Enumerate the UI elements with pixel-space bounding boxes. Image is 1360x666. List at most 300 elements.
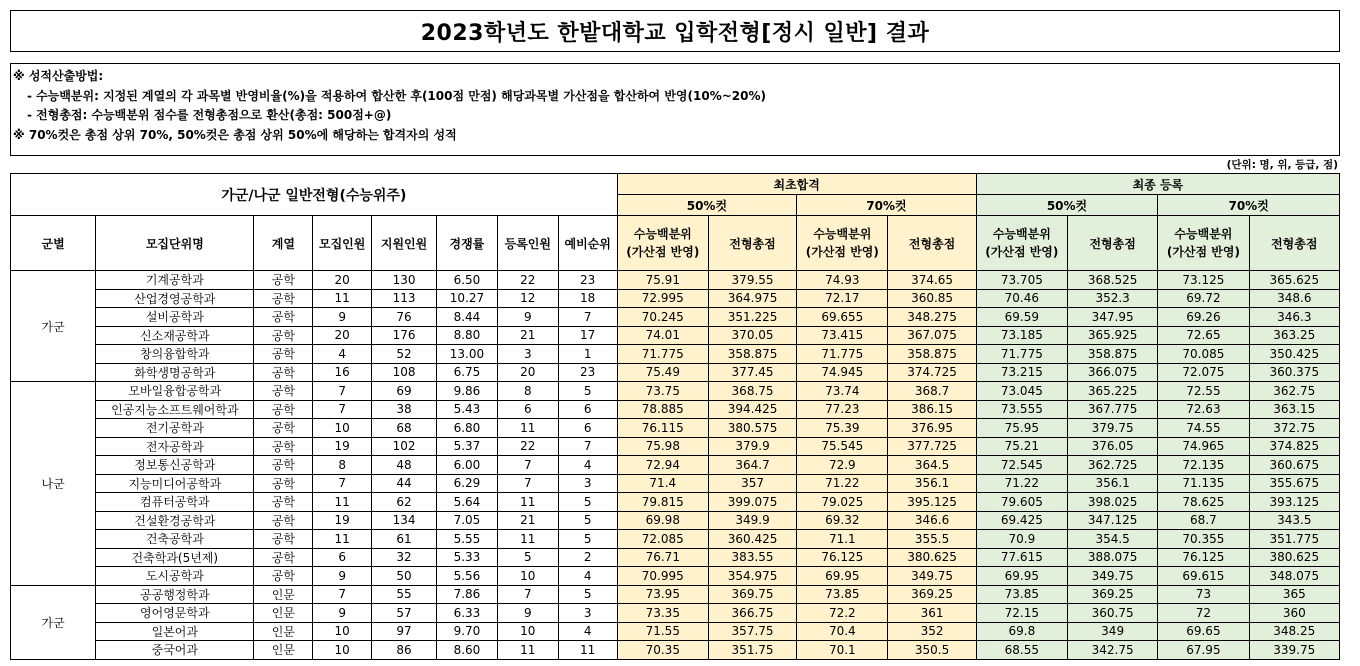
cell-final-cut50-total: 358.875 (1067, 345, 1157, 364)
cell-initial-cut70-score: 71.1 (797, 530, 888, 549)
initial-cut70-header: 70%컷 (797, 195, 977, 216)
cell-initial-cut50-score: 78.885 (617, 400, 708, 419)
table-row (11, 363, 1340, 382)
cell-unit-name: 설비공학과 (96, 308, 254, 327)
cell-final-cut70-score: 67.95 (1158, 641, 1249, 660)
cell-applicants: 176 (372, 326, 437, 345)
table-row (11, 604, 1340, 623)
score-label: 수능백분위 (633, 227, 692, 241)
cell-initial-cut50-total: 354.975 (708, 567, 796, 586)
cell-ratio: 10.27 (437, 289, 498, 308)
cell-initial-cut70-total: 360.85 (888, 289, 976, 308)
cell-final-cut50-total: 347.125 (1067, 511, 1157, 530)
cell-applicants: 32 (372, 548, 437, 567)
cell-final-cut50-total: 368.525 (1067, 271, 1157, 290)
cell-ratio: 6.80 (437, 419, 498, 438)
cell-initial-cut70-score: 69.32 (797, 511, 888, 530)
final-cut70-header: 70%컷 (1158, 195, 1340, 216)
cell-initial-cut50-total: 357 (708, 474, 796, 493)
cell-registered: 7 (497, 474, 558, 493)
score-sub-label: (가산점 반영) (805, 245, 879, 259)
initial-cut50-header: 50%컷 (617, 195, 797, 216)
cell-initial-cut70-total: 369.25 (888, 585, 976, 604)
cell-initial-cut70-score: 76.125 (797, 548, 888, 567)
cell-final-cut50-score: 75.95 (976, 419, 1067, 438)
cell-initial-cut50-score: 73.35 (617, 604, 708, 623)
cell-final-cut70-total: 372.75 (1249, 419, 1339, 438)
cell-unit-name: 전기공학과 (96, 419, 254, 438)
cell-initial-cut50-total: 364.975 (708, 289, 796, 308)
group-label: 가군 (11, 271, 96, 382)
cell-initial-cut50-score: 72.995 (617, 289, 708, 308)
cell-waitlist: 7 (558, 437, 617, 456)
cell-initial-cut70-total: 352 (888, 622, 976, 641)
cell-registered: 5 (497, 548, 558, 567)
cell-quota: 8 (313, 456, 372, 475)
cell-final-cut70-score: 69.26 (1158, 308, 1249, 327)
cell-initial-cut50-score: 73.75 (617, 382, 708, 401)
cell-unit-name: 컴퓨터공학과 (96, 493, 254, 512)
cell-track: 공학 (254, 271, 313, 290)
table-row (11, 474, 1340, 493)
table-body (11, 271, 1340, 660)
cell-initial-cut70-score: 69.655 (797, 308, 888, 327)
cell-unit-name: 모바일융합공학과 (96, 382, 254, 401)
cell-initial-cut70-total: 380.625 (888, 548, 976, 567)
cell-ratio: 5.37 (437, 437, 498, 456)
cell-final-cut50-total: 365.925 (1067, 326, 1157, 345)
cell-unit-name: 도시공학과 (96, 567, 254, 586)
cell-applicants: 48 (372, 456, 437, 475)
table-row (11, 567, 1340, 586)
cell-waitlist: 4 (558, 456, 617, 475)
cell-initial-cut50-total: 383.55 (708, 548, 796, 567)
cell-initial-cut50-score: 72.085 (617, 530, 708, 549)
cell-initial-cut70-total: 374.725 (888, 363, 976, 382)
cell-track: 공학 (254, 345, 313, 364)
cell-final-cut50-score: 69.425 (976, 511, 1067, 530)
group-label: 나군 (11, 382, 96, 586)
cell-registered: 11 (497, 493, 558, 512)
cell-ratio: 7.05 (437, 511, 498, 530)
cell-applicants: 113 (372, 289, 437, 308)
cell-final-cut50-score: 73.555 (976, 400, 1067, 419)
col-header-waitlist: 예비순위 (558, 216, 617, 271)
cell-final-cut50-total: 342.75 (1067, 641, 1157, 660)
cell-final-cut50-total: 376.05 (1067, 437, 1157, 456)
cell-final-cut70-score: 73 (1158, 585, 1249, 604)
cell-initial-cut70-total: 377.725 (888, 437, 976, 456)
cell-unit-name: 화학생명공학과 (96, 363, 254, 382)
cell-final-cut70-total: 380.625 (1249, 548, 1339, 567)
cell-initial-cut70-total: 349.75 (888, 567, 976, 586)
cell-ratio: 8.80 (437, 326, 498, 345)
cell-initial-cut70-score: 71.22 (797, 474, 888, 493)
cell-ratio: 5.64 (437, 493, 498, 512)
cell-initial-cut50-score: 72.94 (617, 456, 708, 475)
cell-applicants: 108 (372, 363, 437, 382)
unit-note: (단위: 명, 위, 등급, 점) (1226, 159, 1338, 171)
cell-unit-name: 건축공학과 (96, 530, 254, 549)
col-header-ratio: 경쟁률 (437, 216, 498, 271)
cell-final-cut70-total: 363.25 (1249, 326, 1339, 345)
final-reg-header: 최종 등록 (976, 174, 1339, 195)
cell-final-cut70-total: 348.075 (1249, 567, 1339, 586)
cell-initial-cut70-score: 74.945 (797, 363, 888, 382)
cell-quota: 10 (313, 622, 372, 641)
cell-initial-cut50-score: 70.35 (617, 641, 708, 660)
cell-applicants: 38 (372, 400, 437, 419)
cell-initial-cut50-total: 399.075 (708, 493, 796, 512)
cell-track: 공학 (254, 437, 313, 456)
table-row (11, 622, 1340, 641)
cell-initial-cut70-score: 72.2 (797, 604, 888, 623)
cell-ratio: 6.29 (437, 474, 498, 493)
col-header-track: 계열 (254, 216, 313, 271)
cell-initial-cut50-score: 70.245 (617, 308, 708, 327)
cell-final-cut70-total: 374.825 (1249, 437, 1339, 456)
cell-waitlist: 5 (558, 511, 617, 530)
cell-quota: 19 (313, 511, 372, 530)
results-table (10, 173, 1340, 660)
score-label: 수능백분위 (1174, 227, 1233, 241)
cell-track: 공학 (254, 474, 313, 493)
cell-initial-cut70-score: 69.95 (797, 567, 888, 586)
cell-track: 공학 (254, 548, 313, 567)
cell-final-cut70-score: 74.55 (1158, 419, 1249, 438)
table-row (11, 326, 1340, 345)
cell-initial-cut70-total: 386.15 (888, 400, 976, 419)
cell-quota: 11 (313, 289, 372, 308)
cell-applicants: 130 (372, 271, 437, 290)
cell-registered: 20 (497, 363, 558, 382)
cell-final-cut70-score: 70.355 (1158, 530, 1249, 549)
cell-applicants: 62 (372, 493, 437, 512)
cell-track: 인문 (254, 604, 313, 623)
cell-waitlist: 23 (558, 271, 617, 290)
cell-final-cut50-score: 70.9 (976, 530, 1067, 549)
col-header-score (976, 216, 1067, 271)
cell-initial-cut70-score: 79.025 (797, 493, 888, 512)
cell-registered: 9 (497, 604, 558, 623)
col-header-total: 전형총점 (708, 216, 796, 271)
cell-final-cut50-total: 352.3 (1067, 289, 1157, 308)
cell-initial-cut50-total: 357.75 (708, 622, 796, 641)
cell-initial-cut50-total: 351.225 (708, 308, 796, 327)
cell-applicants: 102 (372, 437, 437, 456)
cell-initial-cut50-score: 75.98 (617, 437, 708, 456)
table-row (11, 382, 1340, 401)
cell-initial-cut70-score: 73.415 (797, 326, 888, 345)
cell-ratio: 7.86 (437, 585, 498, 604)
cell-initial-cut70-score: 72.17 (797, 289, 888, 308)
cell-final-cut70-total: 363.15 (1249, 400, 1339, 419)
cell-applicants: 55 (372, 585, 437, 604)
cell-track: 공학 (254, 493, 313, 512)
page-title: 2023학년도 한밭대학교 입학전형[정시 일반] 결과 (10, 10, 1340, 52)
cell-waitlist: 5 (558, 382, 617, 401)
cell-final-cut70-total: 365 (1249, 585, 1339, 604)
cell-ratio: 6.33 (437, 604, 498, 623)
cell-initial-cut70-total: 346.6 (888, 511, 976, 530)
cell-initial-cut70-score: 73.85 (797, 585, 888, 604)
cell-registered: 10 (497, 622, 558, 641)
col-header-score (1158, 216, 1249, 271)
cell-registered: 10 (497, 567, 558, 586)
cell-final-cut70-score: 76.125 (1158, 548, 1249, 567)
table-row (11, 437, 1340, 456)
cell-applicants: 44 (372, 474, 437, 493)
score-label: 수능백분위 (813, 227, 872, 241)
cell-initial-cut70-total: 361 (888, 604, 976, 623)
cell-ratio: 8.44 (437, 308, 498, 327)
cell-quota: 10 (313, 641, 372, 660)
cell-initial-cut70-total: 368.7 (888, 382, 976, 401)
notes-box (10, 63, 1340, 156)
cell-final-cut50-score: 79.605 (976, 493, 1067, 512)
cell-unit-name: 영어영문학과 (96, 604, 254, 623)
cell-final-cut70-score: 73.125 (1158, 271, 1249, 290)
cell-waitlist: 18 (558, 289, 617, 308)
cell-waitlist: 5 (558, 530, 617, 549)
cell-final-cut70-total: 360.675 (1249, 456, 1339, 475)
cell-quota: 6 (313, 548, 372, 567)
cell-waitlist: 2 (558, 548, 617, 567)
cell-final-cut50-score: 72.545 (976, 456, 1067, 475)
cell-registered: 22 (497, 271, 558, 290)
col-header-total: 전형총점 (1067, 216, 1157, 271)
cell-registered: 21 (497, 326, 558, 345)
cell-track: 공학 (254, 456, 313, 475)
cell-applicants: 97 (372, 622, 437, 641)
score-sub-label: (가산점 반영) (626, 245, 700, 259)
cell-quota: 7 (313, 382, 372, 401)
cell-track: 공학 (254, 567, 313, 586)
cell-track: 공학 (254, 400, 313, 419)
table-row (11, 585, 1340, 604)
score-sub-label: (가산점 반영) (985, 245, 1059, 259)
cell-quota: 11 (313, 493, 372, 512)
cell-initial-cut50-total: 370.05 (708, 326, 796, 345)
cell-quota: 7 (313, 474, 372, 493)
cell-initial-cut70-score: 71.775 (797, 345, 888, 364)
cell-initial-cut70-score: 77.23 (797, 400, 888, 419)
main-header: 가군/나군 일반전형(수능위주) (11, 174, 618, 216)
cell-final-cut50-total: 369.25 (1067, 585, 1157, 604)
cell-final-cut70-score: 72 (1158, 604, 1249, 623)
cell-registered: 11 (497, 641, 558, 660)
table-row (11, 548, 1340, 567)
table-row (11, 400, 1340, 419)
cell-applicants: 68 (372, 419, 437, 438)
table-row (11, 511, 1340, 530)
cell-final-cut50-score: 75.21 (976, 437, 1067, 456)
cell-ratio: 6.50 (437, 271, 498, 290)
cell-waitlist: 4 (558, 567, 617, 586)
cell-initial-cut50-score: 69.98 (617, 511, 708, 530)
cell-registered: 12 (497, 289, 558, 308)
cell-quota: 9 (313, 604, 372, 623)
cell-final-cut70-score: 74.965 (1158, 437, 1249, 456)
table-row (11, 271, 1340, 290)
cell-applicants: 134 (372, 511, 437, 530)
col-header-score (797, 216, 888, 271)
cell-final-cut50-score: 77.615 (976, 548, 1067, 567)
cell-track: 공학 (254, 382, 313, 401)
cell-applicants: 50 (372, 567, 437, 586)
cell-ratio: 5.43 (437, 400, 498, 419)
note-method: ※ 성적산출방법: (13, 69, 104, 83)
cell-ratio: 8.60 (437, 641, 498, 660)
cell-final-cut50-score: 70.46 (976, 289, 1067, 308)
cell-initial-cut70-total: 364.5 (888, 456, 976, 475)
cell-track: 인문 (254, 622, 313, 641)
cell-final-cut70-score: 69.72 (1158, 289, 1249, 308)
cell-registered: 7 (497, 585, 558, 604)
cell-unit-name: 기계공학과 (96, 271, 254, 290)
cell-final-cut50-score: 73.85 (976, 585, 1067, 604)
cell-final-cut50-score: 68.55 (976, 641, 1067, 660)
col-header-registered: 등록인원 (497, 216, 558, 271)
cell-final-cut50-score: 69.59 (976, 308, 1067, 327)
cell-registered: 21 (497, 511, 558, 530)
cell-quota: 19 (313, 437, 372, 456)
cell-initial-cut70-total: 374.65 (888, 271, 976, 290)
cell-registered: 8 (497, 382, 558, 401)
table-row (11, 419, 1340, 438)
cell-final-cut50-score: 71.775 (976, 345, 1067, 364)
cell-unit-name: 창의융합학과 (96, 345, 254, 364)
cell-unit-name: 지능미디어공학과 (96, 474, 254, 493)
cell-registered: 22 (497, 437, 558, 456)
cell-applicants: 61 (372, 530, 437, 549)
cell-track: 인문 (254, 641, 313, 660)
cell-track: 공학 (254, 308, 313, 327)
note-total: - 전형총점: 수능백분위 점수를 전형총점으로 환산(총점: 500점+@) (27, 108, 392, 122)
cell-waitlist: 6 (558, 419, 617, 438)
cell-initial-cut70-score: 70.4 (797, 622, 888, 641)
cell-registered: 3 (497, 345, 558, 364)
cell-final-cut70-score: 72.135 (1158, 456, 1249, 475)
cell-final-cut50-score: 73.705 (976, 271, 1067, 290)
cell-ratio: 6.00 (437, 456, 498, 475)
cell-unit-name: 전자공학과 (96, 437, 254, 456)
cell-final-cut70-score: 72.65 (1158, 326, 1249, 345)
cell-unit-name: 건축학과(5년제) (96, 548, 254, 567)
note-suneung: - 수능백분위: 지정된 계열의 각 과목별 반영비율(%)을 적용하여 합산한 후(100점 만점) 해당과목별 가산점을 합산하여 반영(10%~20%) (27, 88, 766, 103)
cell-initial-cut50-total: 394.425 (708, 400, 796, 419)
cell-initial-cut50-score: 75.91 (617, 271, 708, 290)
cell-initial-cut50-total: 358.875 (708, 345, 796, 364)
cell-track: 인문 (254, 585, 313, 604)
cell-initial-cut50-score: 71.55 (617, 622, 708, 641)
cell-initial-cut50-total: 368.75 (708, 382, 796, 401)
cell-final-cut70-score: 78.625 (1158, 493, 1249, 512)
cell-quota: 7 (313, 585, 372, 604)
cell-unit-name: 신소재공학과 (96, 326, 254, 345)
cell-initial-cut50-score: 74.01 (617, 326, 708, 345)
col-header-score (617, 216, 708, 271)
table-row (11, 345, 1340, 364)
cell-final-cut50-total: 360.75 (1067, 604, 1157, 623)
cell-initial-cut50-total: 360.425 (708, 530, 796, 549)
cell-final-cut50-total: 347.95 (1067, 308, 1157, 327)
cell-track: 공학 (254, 530, 313, 549)
cell-waitlist: 6 (558, 400, 617, 419)
cell-initial-cut70-total: 356.1 (888, 474, 976, 493)
cell-final-cut50-total: 356.1 (1067, 474, 1157, 493)
cell-waitlist: 7 (558, 308, 617, 327)
cell-quota: 11 (313, 530, 372, 549)
cell-initial-cut50-score: 70.995 (617, 567, 708, 586)
cell-unit-name: 인공지능소프트웨어학과 (96, 400, 254, 419)
cell-initial-cut70-total: 358.875 (888, 345, 976, 364)
cell-applicants: 52 (372, 345, 437, 364)
cell-final-cut70-total: 360 (1249, 604, 1339, 623)
table-row (11, 308, 1340, 327)
cell-track: 공학 (254, 419, 313, 438)
cell-applicants: 86 (372, 641, 437, 660)
cell-final-cut50-total: 366.075 (1067, 363, 1157, 382)
cell-unit-name: 정보통신공학과 (96, 456, 254, 475)
cell-registered: 9 (497, 308, 558, 327)
cell-final-cut70-total: 339.75 (1249, 641, 1339, 660)
table-row (11, 493, 1340, 512)
cell-waitlist: 5 (558, 493, 617, 512)
cell-initial-cut50-total: 364.7 (708, 456, 796, 475)
cell-quota: 4 (313, 345, 372, 364)
cell-final-cut70-total: 365.625 (1249, 271, 1339, 290)
cell-final-cut70-score: 72.55 (1158, 382, 1249, 401)
col-header-group: 군별 (11, 216, 96, 271)
cell-final-cut50-total: 398.025 (1067, 493, 1157, 512)
cell-initial-cut70-score: 73.74 (797, 382, 888, 401)
cell-registered: 6 (497, 400, 558, 419)
cell-final-cut70-score: 71.135 (1158, 474, 1249, 493)
cell-initial-cut50-score: 79.815 (617, 493, 708, 512)
table-row (11, 289, 1340, 308)
cell-initial-cut70-score: 72.9 (797, 456, 888, 475)
cell-final-cut70-total: 350.425 (1249, 345, 1339, 364)
cell-waitlist: 3 (558, 604, 617, 623)
cell-final-cut50-score: 69.95 (976, 567, 1067, 586)
cell-registered: 11 (497, 419, 558, 438)
cell-unit-name: 일본어과 (96, 622, 254, 641)
table-row (11, 456, 1340, 475)
cell-initial-cut50-total: 369.75 (708, 585, 796, 604)
cell-quota: 20 (313, 271, 372, 290)
cell-final-cut50-total: 349 (1067, 622, 1157, 641)
cell-track: 공학 (254, 363, 313, 382)
cell-waitlist: 17 (558, 326, 617, 345)
cell-initial-cut70-score: 74.93 (797, 271, 888, 290)
cell-final-cut50-score: 73.215 (976, 363, 1067, 382)
cell-waitlist: 3 (558, 474, 617, 493)
table-row (11, 641, 1340, 660)
cell-waitlist: 1 (558, 345, 617, 364)
cell-final-cut70-total: 348.6 (1249, 289, 1339, 308)
cell-quota: 10 (313, 419, 372, 438)
cell-final-cut70-score: 72.075 (1158, 363, 1249, 382)
cell-ratio: 5.33 (437, 548, 498, 567)
initial-pass-header: 최초합격 (617, 174, 976, 195)
cell-ratio: 5.55 (437, 530, 498, 549)
cell-initial-cut50-total: 380.575 (708, 419, 796, 438)
cell-applicants: 76 (372, 308, 437, 327)
cell-ratio: 5.56 (437, 567, 498, 586)
cell-track: 공학 (254, 511, 313, 530)
cell-initial-cut50-total: 349.9 (708, 511, 796, 530)
